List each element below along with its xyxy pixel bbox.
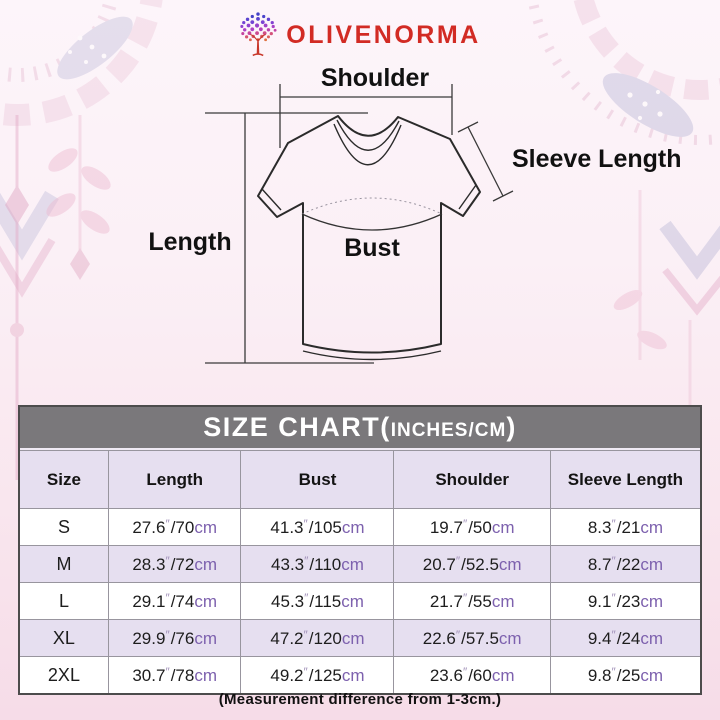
- bust-ellipse-front: [302, 214, 442, 230]
- shoulder-value: 22.6″/57.5cm: [394, 620, 550, 657]
- sleeve-value: 9.1″/23cm: [550, 583, 700, 620]
- sleeve-length-label: Sleeve Length: [512, 145, 682, 173]
- table-row-xl: [20, 620, 700, 657]
- size-table-header-row: [20, 451, 700, 509]
- length-dimension-line: [205, 113, 374, 363]
- tree-of-life-icon: [239, 10, 277, 60]
- tshirt-right-cuff: [459, 185, 476, 209]
- column-header-size: Size: [20, 451, 108, 509]
- bust-value: 41.3″/105cm: [241, 509, 394, 546]
- table-row-s: [20, 509, 700, 546]
- size-chart-table-container: [18, 405, 702, 695]
- shoulder-value: 19.7″/50cm: [394, 509, 550, 546]
- size-chart-title-suffix: ): [506, 412, 517, 442]
- sleeve-value: 9.4″/24cm: [550, 620, 700, 657]
- bust-value: 47.2″/120cm: [241, 620, 394, 657]
- measurement-note: (Measurement difference from 1-3cm.): [218, 691, 502, 708]
- brand-name: OLIVENORMA: [286, 20, 481, 49]
- bust-label: Bust: [344, 234, 400, 262]
- size-value: 2XL: [20, 657, 108, 694]
- size-value: L: [20, 583, 108, 620]
- tshirt-outline: [258, 116, 480, 353]
- length-value: 28.3″/72cm: [108, 546, 241, 583]
- shoulder-dimension-line: [280, 84, 452, 148]
- size-value: XL: [20, 620, 108, 657]
- length-label: Length: [148, 228, 232, 256]
- table-row-l: [20, 583, 700, 620]
- size-table: [20, 450, 700, 693]
- shoulder-value: 23.6″/60cm: [394, 657, 550, 694]
- mandala-decoration-top-right: [530, 0, 720, 430]
- tshirt-hem: [303, 351, 441, 360]
- sleeve-dimension-line: [458, 122, 513, 201]
- size-chart-title-prefix: SIZE CHART(: [203, 412, 391, 442]
- bust-value: 49.2″/125cm: [241, 657, 394, 694]
- length-value: 29.1″/74cm: [108, 583, 241, 620]
- size-chart-title-unit: INCHES/CM: [390, 420, 507, 441]
- tshirt-left-cuff: [262, 189, 281, 210]
- shoulder-value: 21.7″/55cm: [394, 583, 550, 620]
- sleeve-value: 8.3″/21cm: [550, 509, 700, 546]
- sleeve-value: 9.8″/25cm: [550, 657, 700, 694]
- bust-value: 43.3″/110cm: [241, 546, 394, 583]
- table-row-2xl: [20, 657, 700, 694]
- size-value: S: [20, 509, 108, 546]
- table-row-m: [20, 546, 700, 583]
- column-header-shoulder: Shoulder: [394, 451, 550, 509]
- shoulder-value: 20.7″/52.5cm: [394, 546, 550, 583]
- length-value: 29.9″/76cm: [108, 620, 241, 657]
- column-header-length: Length: [108, 451, 241, 509]
- size-chart-title: [20, 407, 700, 450]
- length-value: 27.6″/70cm: [108, 509, 241, 546]
- size-value: M: [20, 546, 108, 583]
- bust-ellipse-back: [302, 198, 442, 214]
- column-header-sleeve-length: Sleeve Length: [550, 451, 700, 509]
- length-value: 30.7″/78cm: [108, 657, 241, 694]
- shoulder-label: Shoulder: [320, 64, 430, 92]
- sleeve-value: 8.7″/22cm: [550, 546, 700, 583]
- tshirt-collar-seam: [334, 124, 401, 165]
- bust-value: 45.3″/115cm: [241, 583, 394, 620]
- brand-header: [0, 10, 720, 60]
- column-header-bust: Bust: [241, 451, 394, 509]
- tshirt-collar: [337, 120, 399, 150]
